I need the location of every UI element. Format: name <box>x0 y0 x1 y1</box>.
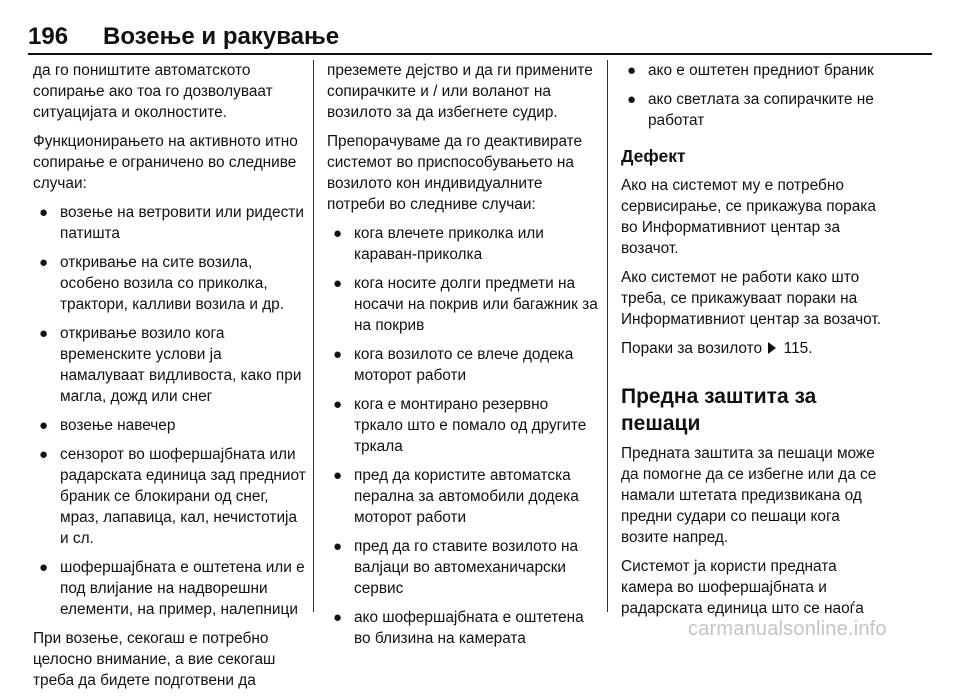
watermark: carmanualsonline.info <box>688 618 887 640</box>
paragraph: Предната заштита за пешаци може да помогне да се избегне или да се намали штетата предизвикана од предни судари со пешаци кога возите напред. <box>621 445 877 546</box>
list-item: ● возење на ветровити или ридести патишта <box>39 204 304 242</box>
cross-reference: Пораки за возилото 115. <box>621 340 813 357</box>
list-item: ● кога носите долги предмети на носачи на покрив или багажник за на покрив <box>333 275 598 334</box>
list-item: ● кога возилото се влече додека моторот работи <box>333 346 574 384</box>
bullet-icon: ● <box>333 538 343 555</box>
bullet-icon: ● <box>39 204 49 221</box>
bullet-icon: ● <box>333 346 343 363</box>
column-divider <box>607 60 608 612</box>
list-item: ● ако светлата за сопирачките не работат <box>627 91 874 129</box>
bullet-icon: ● <box>39 417 49 434</box>
bullet-icon: ● <box>39 325 49 342</box>
column-3 <box>621 60 891 627</box>
list-item: ● пред да го ставите возилото на валјаци во автомеханичарски сервис <box>333 538 579 597</box>
column-2 <box>327 60 600 657</box>
list-item: ● возење навечер <box>39 417 176 434</box>
page-title: Возење и ракување <box>103 23 340 50</box>
paragraph: Системот ја користи предната камера во шофершајбната и радарската единица што се наоѓа <box>621 558 864 617</box>
header-rule <box>28 53 932 55</box>
paragraph: Ако системот не работи како што треба, се прикажуваат пораки на Информативниот центар за возачот. <box>621 269 882 328</box>
section-heading-pedestrian-protection: Предна заштита за пешаци <box>621 385 817 435</box>
bullet-icon: ● <box>627 62 637 79</box>
list-item: ● шофершајбната е оштетена или е под влијание на надворешни елементи, на пример, налепници <box>39 559 305 618</box>
list-item: ● ако е оштетен предниот браник <box>627 62 874 79</box>
list-item: ● ако шофершајбната е оштетена во близина на камерата <box>333 609 584 647</box>
list-item: ● пред да користите автоматска перална за автомобили додека моторот работи <box>333 467 579 526</box>
bullet-icon: ● <box>39 254 49 271</box>
paragraph: Препорачуваме да го деактивирате системот во приспособувањето на возилото кон индивидуалните потреби во следниве случаи: <box>327 133 583 213</box>
list-item: ● кога влечете приколка или караван-приколка <box>333 225 544 263</box>
paragraph: Ако на системот му е потребно сервисирање, се прикажува порака во Информативниот центар за возачот. <box>621 177 876 257</box>
list-item: ● кога е монтирано резервно тркало што е помало од другите тркала <box>333 396 587 455</box>
page-number: 196 <box>28 23 69 50</box>
bullet-icon: ● <box>627 91 637 108</box>
arrow-right-icon <box>768 342 776 354</box>
bullet-icon: ● <box>333 467 343 484</box>
list-item: ● откривање возило кога временските услови ја намалуваат видливоста, како при магла, дожд или снег <box>39 325 302 405</box>
paragraph: Функционирањето на активното итно сопирање е ограничено во следниве случаи: <box>33 133 298 192</box>
page-reference-link[interactable]: 115. <box>783 340 813 357</box>
section-heading-defect: Дефект <box>621 146 686 166</box>
bullet-icon: ● <box>333 396 343 413</box>
paragraph: При возење, секогаш е потребно целосно внимание, а вие секогаш треба да бидете подготвени да <box>33 630 276 689</box>
column-divider <box>313 60 314 612</box>
bullet-icon: ● <box>39 446 49 463</box>
bullet-icon: ● <box>333 275 343 292</box>
bullet-icon: ● <box>333 609 343 626</box>
list-item: ● сензорот во шофершајбната или радарската единица зад предниот браник се блокирани од снег, мраз, лапавица, кал, нечистотија и сл. <box>39 446 306 547</box>
paragraph: да го поништите автоматското сопирање ако тоа го дозволуваат ситуацијата и околностите. <box>33 62 273 121</box>
column-1 <box>33 60 309 699</box>
bullet-icon: ● <box>333 225 343 242</box>
bullet-icon: ● <box>39 559 49 576</box>
bullet-list <box>33 202 309 620</box>
bullet-list <box>621 60 891 131</box>
page-header <box>0 0 960 56</box>
list-item: ● откривање на сите возила, особено возила со приколка, трактори, калливи возила и др. <box>39 254 285 313</box>
bullet-list <box>327 223 600 649</box>
paragraph: преземете дејство и да ги примените сопирачките и / или воланот на возилото за да избегнете судир. <box>327 62 593 121</box>
